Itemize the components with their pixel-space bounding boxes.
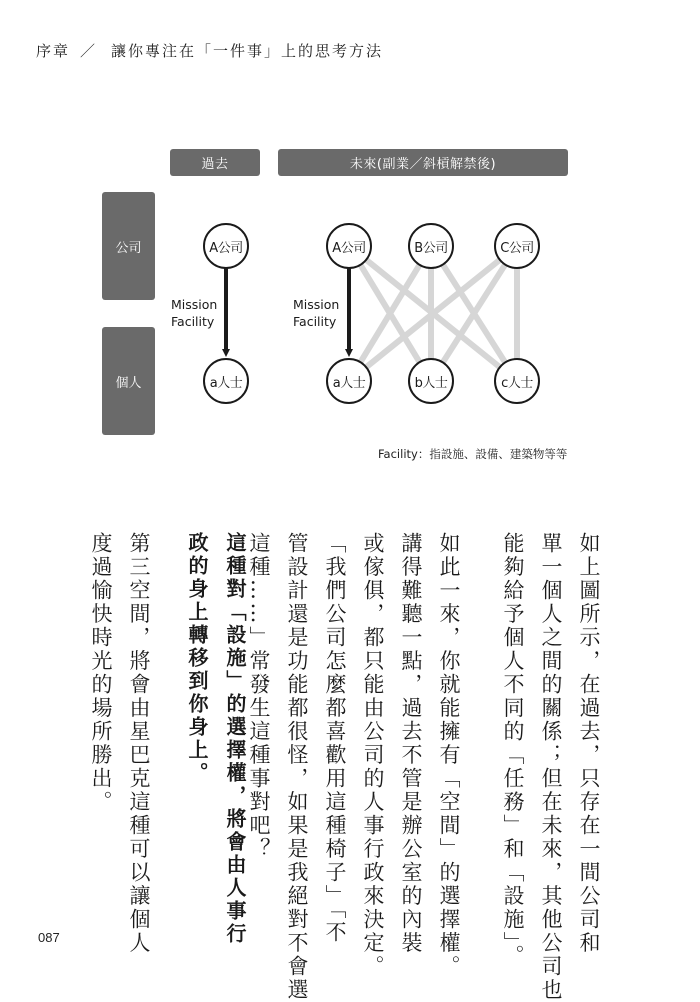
past-node-individual: a人士 (203, 358, 249, 404)
future-edge-label-mission: Mission (293, 297, 340, 312)
body-column: 度過愉快時光的場所勝出。 (89, 532, 113, 814)
body-column-emphasis: 這種對「設施」的選擇權，將會由人事行 (223, 532, 247, 946)
body-column: 或傢俱，都只能由公司的人事行政來決定。 (361, 532, 385, 979)
future-node-individual-c: c人士 (494, 358, 540, 404)
future-edge-label (293, 296, 339, 330)
body-column: 第三空間，將會由星巴克這種可以讓個人 (127, 532, 151, 955)
body-column: 如上圖所示，在過去，只存在一間公司和 (577, 532, 601, 955)
future-node-company-b: B公司 (408, 223, 454, 269)
future-edge-label-facility: Facility (293, 314, 337, 329)
row-label-individual: 個人 (102, 327, 155, 435)
page-number: 087 (38, 930, 60, 945)
diagram-footnote: Facility：指設施、設備、建築物等等 (378, 447, 568, 461)
running-head-title: 讓你專注在「一件事」上的思考方法 (111, 42, 384, 60)
future-header: 未來(副業／斜槓解禁後) (278, 149, 568, 176)
body-column: 講得難聽一點，過去不管是辦公室的內裝 (399, 532, 423, 955)
running-head-separator: ／ (80, 42, 98, 60)
past-edge-label-mission: Mission (171, 297, 218, 312)
future-node-company-c: C公司 (494, 223, 540, 269)
body-column: 管設計還是功能都很怪，如果是我絕對不會選 (285, 532, 309, 1002)
future-node-individual-a: a人士 (326, 358, 372, 404)
future-node-company-a: A公司 (326, 223, 372, 269)
past-edge-label (171, 296, 217, 330)
body-column-emphasis: 政的身上轉移到你身上。 (185, 532, 209, 785)
past-node-company: A公司 (203, 223, 249, 269)
future-node-individual-b: b人士 (408, 358, 454, 404)
running-head-section: 序章 (36, 42, 71, 60)
past-header: 過去 (170, 149, 260, 176)
body-column: 如此一來，你就能擁有「空間」的選擇權。 (437, 532, 461, 979)
past-edge-label-facility: Facility (171, 314, 215, 329)
body-column: 能夠給予個人不同的「任務」和「設施」。 (501, 532, 525, 968)
body-column: 「我們公司怎麼都喜歡用這種椅子」「不 (323, 532, 347, 945)
body-column: 單一個人之間的關係；但在未來，其他公司也 (539, 532, 563, 1002)
body-column: 這種……」常發生這種事對吧？ (247, 532, 271, 861)
row-label-company: 公司 (102, 192, 155, 300)
